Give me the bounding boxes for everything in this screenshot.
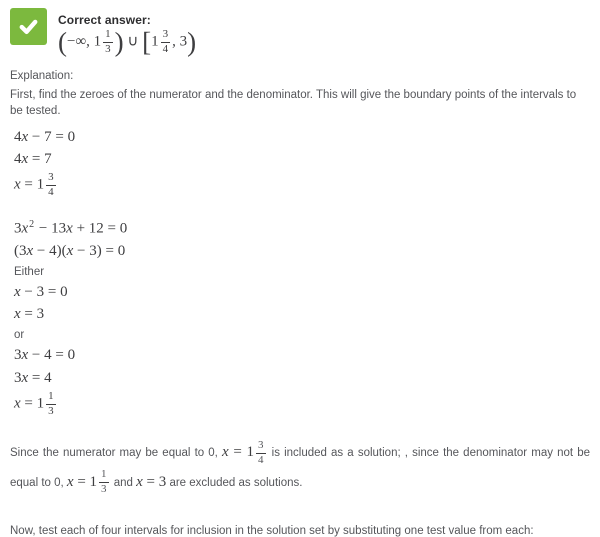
explanation-label: Explanation:: [10, 69, 74, 82]
or-label: or: [14, 329, 25, 342]
equation-line: (3x − 4)(x − 3) = 0: [14, 242, 126, 259]
correct-answer-header: [10, 8, 590, 57]
equation-line: 4x − 7 = 0: [14, 128, 76, 145]
equation-line: 3x = 4: [14, 369, 52, 386]
equation-line: $3x^2 - 13x + 12 = 0$: [14, 218, 128, 237]
or-equations: [14, 345, 590, 418]
correct-check-icon: [10, 8, 47, 45]
equation-line: x − 3 = 0: [14, 283, 68, 300]
correct-answer-label: Correct answer:: [58, 13, 151, 27]
correct-answer-expression: (−∞, 1 $\frac{1}{3}$ ) ∪ [1 $\frac{3}{4}$ , 3): [58, 27, 197, 58]
equation-line: x = 3: [14, 306, 45, 323]
inclusion-exclusion-paragraph: Since the numerator may be equal to 0, x = 1 $\frac{3}{4}$ is included as a solution; , since the denominator may not be equal to 0, x = 1 $\frac{1}{3}$ and x = 3 are excluded as solutions.: [10, 439, 590, 496]
either-label: Either: [14, 265, 45, 278]
numerator-equations: [14, 127, 590, 200]
equation-line: 4x = 7: [14, 151, 52, 168]
test-intervals-paragraph: Now, test each of four intervals for inclusion in the solution set by substituting one test value from each:: [10, 524, 534, 537]
checkmark-glyph: [17, 15, 40, 38]
correct-answer-content: [58, 8, 196, 57]
equation-line: 3x − 4 = 0: [14, 347, 76, 364]
either-equations: [14, 282, 590, 325]
equation-line: x = 1 $\frac{3}{4}$: [14, 171, 54, 199]
equation-line: x = 1 $\frac{1}{3}$: [14, 389, 54, 417]
denominator-equations: [14, 218, 590, 261]
explanation-intro: First, find the zeroes of the numerator and the denominator. This will give the boundary points of the intervals to be tested.: [10, 88, 577, 118]
